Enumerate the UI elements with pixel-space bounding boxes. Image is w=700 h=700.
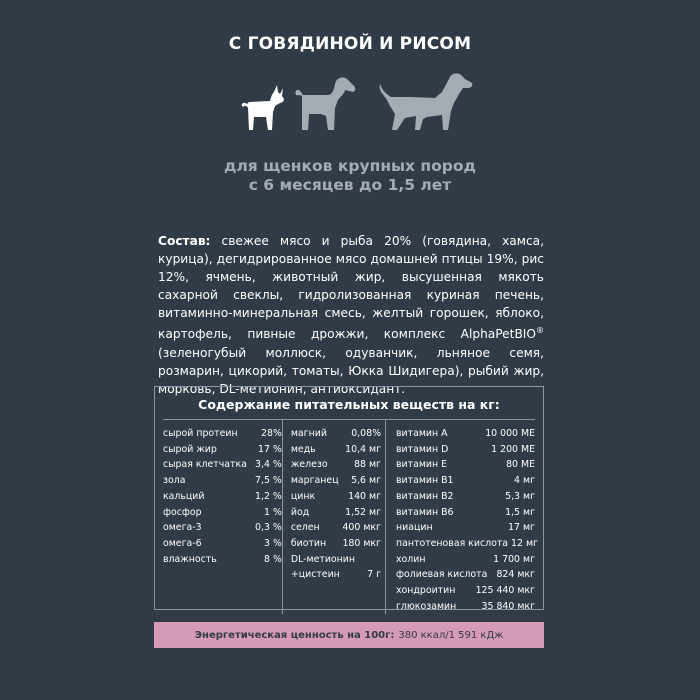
nutrient-name: хондроитин bbox=[396, 585, 456, 597]
nutrient-value: 5,3 мг bbox=[505, 490, 535, 502]
nutrient-value: 3,4 % bbox=[255, 459, 282, 471]
nutrient-name: пантотеновая кислота bbox=[396, 537, 509, 549]
registered-mark: ® bbox=[536, 326, 544, 336]
nutrient-value: 1 200 МЕ bbox=[491, 443, 535, 455]
nutrient-value: 1,2 % bbox=[255, 490, 282, 502]
nutrient-row bbox=[163, 457, 282, 473]
nutrient-row bbox=[396, 489, 535, 505]
nutrient-value: 12 мг bbox=[511, 537, 538, 549]
nutrient-row bbox=[396, 552, 535, 568]
nutrient-row bbox=[291, 426, 381, 442]
small-dog-icon bbox=[242, 85, 284, 130]
large-dog-icon bbox=[380, 73, 473, 130]
nutrient-value: 4 мг bbox=[514, 475, 535, 487]
nutrient-row bbox=[396, 583, 535, 599]
nutrient-row bbox=[163, 552, 282, 568]
nutrient-row bbox=[396, 426, 535, 442]
nutrient-name: витамин D bbox=[396, 443, 449, 455]
nutrient-row bbox=[291, 442, 381, 458]
nutrient-row bbox=[396, 567, 535, 583]
composition-label: Состав: bbox=[158, 234, 211, 248]
nutrient-name: железо bbox=[290, 459, 328, 471]
nutrient-name: йод bbox=[290, 506, 310, 518]
nutrient-name: магний bbox=[290, 428, 327, 439]
nutrient-value: 28% bbox=[261, 428, 282, 439]
nutrient-value: 10 000 МЕ bbox=[485, 428, 535, 439]
nutrient-value: 125 440 мкг bbox=[475, 585, 535, 597]
composition-text-a: свежее мясо и рыба 20% (говядина, хамса, курица), дегидрированное мясо домашней птицы 19%, рис 12%, ячмень, животный жир, высушенная мякоть сахарной свеклы, гидролизованная куриная печень, витаминно-минеральная смесь, желтый горошек, яблоко, картофель, пивные дрожжи, комплекс AlphaPetBIO bbox=[158, 234, 544, 342]
nutrient-row bbox=[396, 457, 535, 473]
nutrient-name: ниацин bbox=[396, 522, 433, 534]
nutrient-value: 80 МЕ bbox=[506, 459, 535, 471]
nutrient-value: 5,6 мг bbox=[351, 475, 381, 487]
nutrient-name: селен bbox=[290, 522, 320, 534]
nutrient-name: биотин bbox=[290, 537, 327, 549]
nutrient-row bbox=[396, 442, 535, 458]
nutrient-row bbox=[396, 520, 535, 536]
nutrient-row bbox=[163, 473, 282, 489]
nutrient-value: 1,52 мг bbox=[345, 506, 381, 518]
nutrient-value: 3 % bbox=[264, 537, 282, 549]
energy-value-band bbox=[154, 622, 544, 648]
nutrient-name: сырая клетчатка bbox=[163, 459, 247, 471]
nutrition-columns bbox=[155, 420, 543, 614]
nutrient-value: 400 мкг bbox=[342, 522, 381, 534]
nutrient-name: витамин А bbox=[396, 428, 448, 439]
nutrient-name: фосфор bbox=[163, 506, 202, 518]
nutrient-name: сырой жир bbox=[163, 443, 217, 455]
nutrient-value: 88 мг bbox=[354, 459, 381, 471]
nutrient-value: 824 мкг bbox=[496, 569, 535, 581]
composition-paragraph bbox=[158, 232, 544, 398]
energy-value: 380 ккал/1 591 кДж bbox=[398, 629, 504, 641]
nutrient-row bbox=[396, 536, 538, 552]
nutrient-value: 0,08% bbox=[351, 428, 381, 439]
nutrient-row bbox=[163, 489, 282, 505]
nutrient-name: холин bbox=[396, 553, 426, 565]
nutrient-row bbox=[163, 426, 282, 442]
nutrient-name: зола bbox=[163, 475, 186, 487]
nutrient-name: кальций bbox=[163, 490, 205, 502]
energy-label: Энергетическая ценность на 100г: bbox=[194, 629, 395, 641]
nutrient-name: DL-метионин bbox=[290, 553, 356, 565]
nutrient-row bbox=[163, 442, 282, 458]
nutrient-value: 1,5 мг bbox=[505, 506, 535, 518]
nutrient-name: фолиевая кислота bbox=[396, 569, 488, 581]
nutrient-name: витамин В1 bbox=[396, 475, 454, 487]
medium-dog-icon bbox=[295, 77, 355, 130]
nutrient-value: 7,5 % bbox=[255, 475, 282, 487]
nutrient-name: сырой протеин bbox=[163, 428, 238, 439]
nutrient-name: омега-3 bbox=[163, 522, 202, 534]
nutrient-value: 35 840 мкг bbox=[481, 600, 535, 612]
nutrient-row bbox=[396, 505, 535, 521]
nutrient-row bbox=[291, 520, 381, 536]
nutrition-title: Содержание питательных веществ на кг: bbox=[198, 397, 500, 412]
nutrition-column-2 bbox=[282, 420, 385, 614]
nutrient-row bbox=[291, 552, 381, 568]
nutrient-row bbox=[291, 457, 381, 473]
composition-text-b: (зеленогубый моллюск, одуванчик, льняное семя, розмарин, цикорий, томаты, Юкка Шидигера), рыбий жир, морковь, DL-метионин, антиоксидант. bbox=[158, 345, 544, 396]
nutrient-value: 140 мг bbox=[348, 490, 381, 502]
nutrient-row bbox=[163, 536, 282, 552]
nutrient-row bbox=[291, 505, 381, 521]
nutrient-name: медь bbox=[290, 443, 316, 455]
nutrition-table bbox=[154, 386, 544, 610]
nutrient-value: 10,4 мг bbox=[345, 443, 381, 455]
nutrient-name: марганец bbox=[290, 475, 339, 487]
nutrition-column-3 bbox=[385, 420, 538, 614]
nutrient-value: 7 г bbox=[367, 569, 381, 581]
audience-text bbox=[0, 157, 700, 195]
nutrient-value bbox=[378, 552, 381, 568]
nutrient-value: 17 мг bbox=[508, 522, 535, 534]
nutrient-value: 180 мкг bbox=[342, 537, 381, 549]
nutrient-name: глюкозамин bbox=[396, 600, 457, 612]
nutrition-column-1 bbox=[163, 420, 282, 614]
nutrient-value: 8 % bbox=[264, 553, 282, 565]
nutrient-name: витамин В6 bbox=[396, 506, 454, 518]
nutrient-row bbox=[291, 536, 381, 552]
nutrient-name: омега-6 bbox=[163, 537, 202, 549]
nutrient-name: влажность bbox=[163, 553, 217, 565]
nutrient-value: 0,3 % bbox=[255, 522, 282, 534]
nutrient-row bbox=[163, 505, 282, 521]
nutrient-row bbox=[291, 567, 381, 583]
nutrient-name: цинк bbox=[290, 490, 316, 502]
nutrient-value: 1 % bbox=[264, 506, 282, 518]
nutrient-row bbox=[291, 489, 381, 505]
dog-size-icons bbox=[235, 70, 475, 145]
nutrient-value: 17 % bbox=[258, 443, 282, 455]
audience-line-1: для щенков крупных пород bbox=[223, 157, 477, 175]
nutrient-name: +цистеин bbox=[290, 569, 340, 581]
audience-line-2: с 6 месяцев до 1,5 лет bbox=[248, 176, 452, 194]
nutrient-row bbox=[291, 473, 381, 489]
nutrient-row bbox=[396, 599, 535, 615]
nutrient-value: 1 700 мг bbox=[493, 553, 535, 565]
nutrient-row bbox=[163, 520, 282, 536]
nutrient-row bbox=[396, 473, 535, 489]
nutrient-name: витамин В2 bbox=[396, 490, 454, 502]
product-title: С ГОВЯДИНОЙ И РИСОМ bbox=[228, 34, 472, 54]
nutrient-name: витамин Е bbox=[396, 459, 448, 471]
